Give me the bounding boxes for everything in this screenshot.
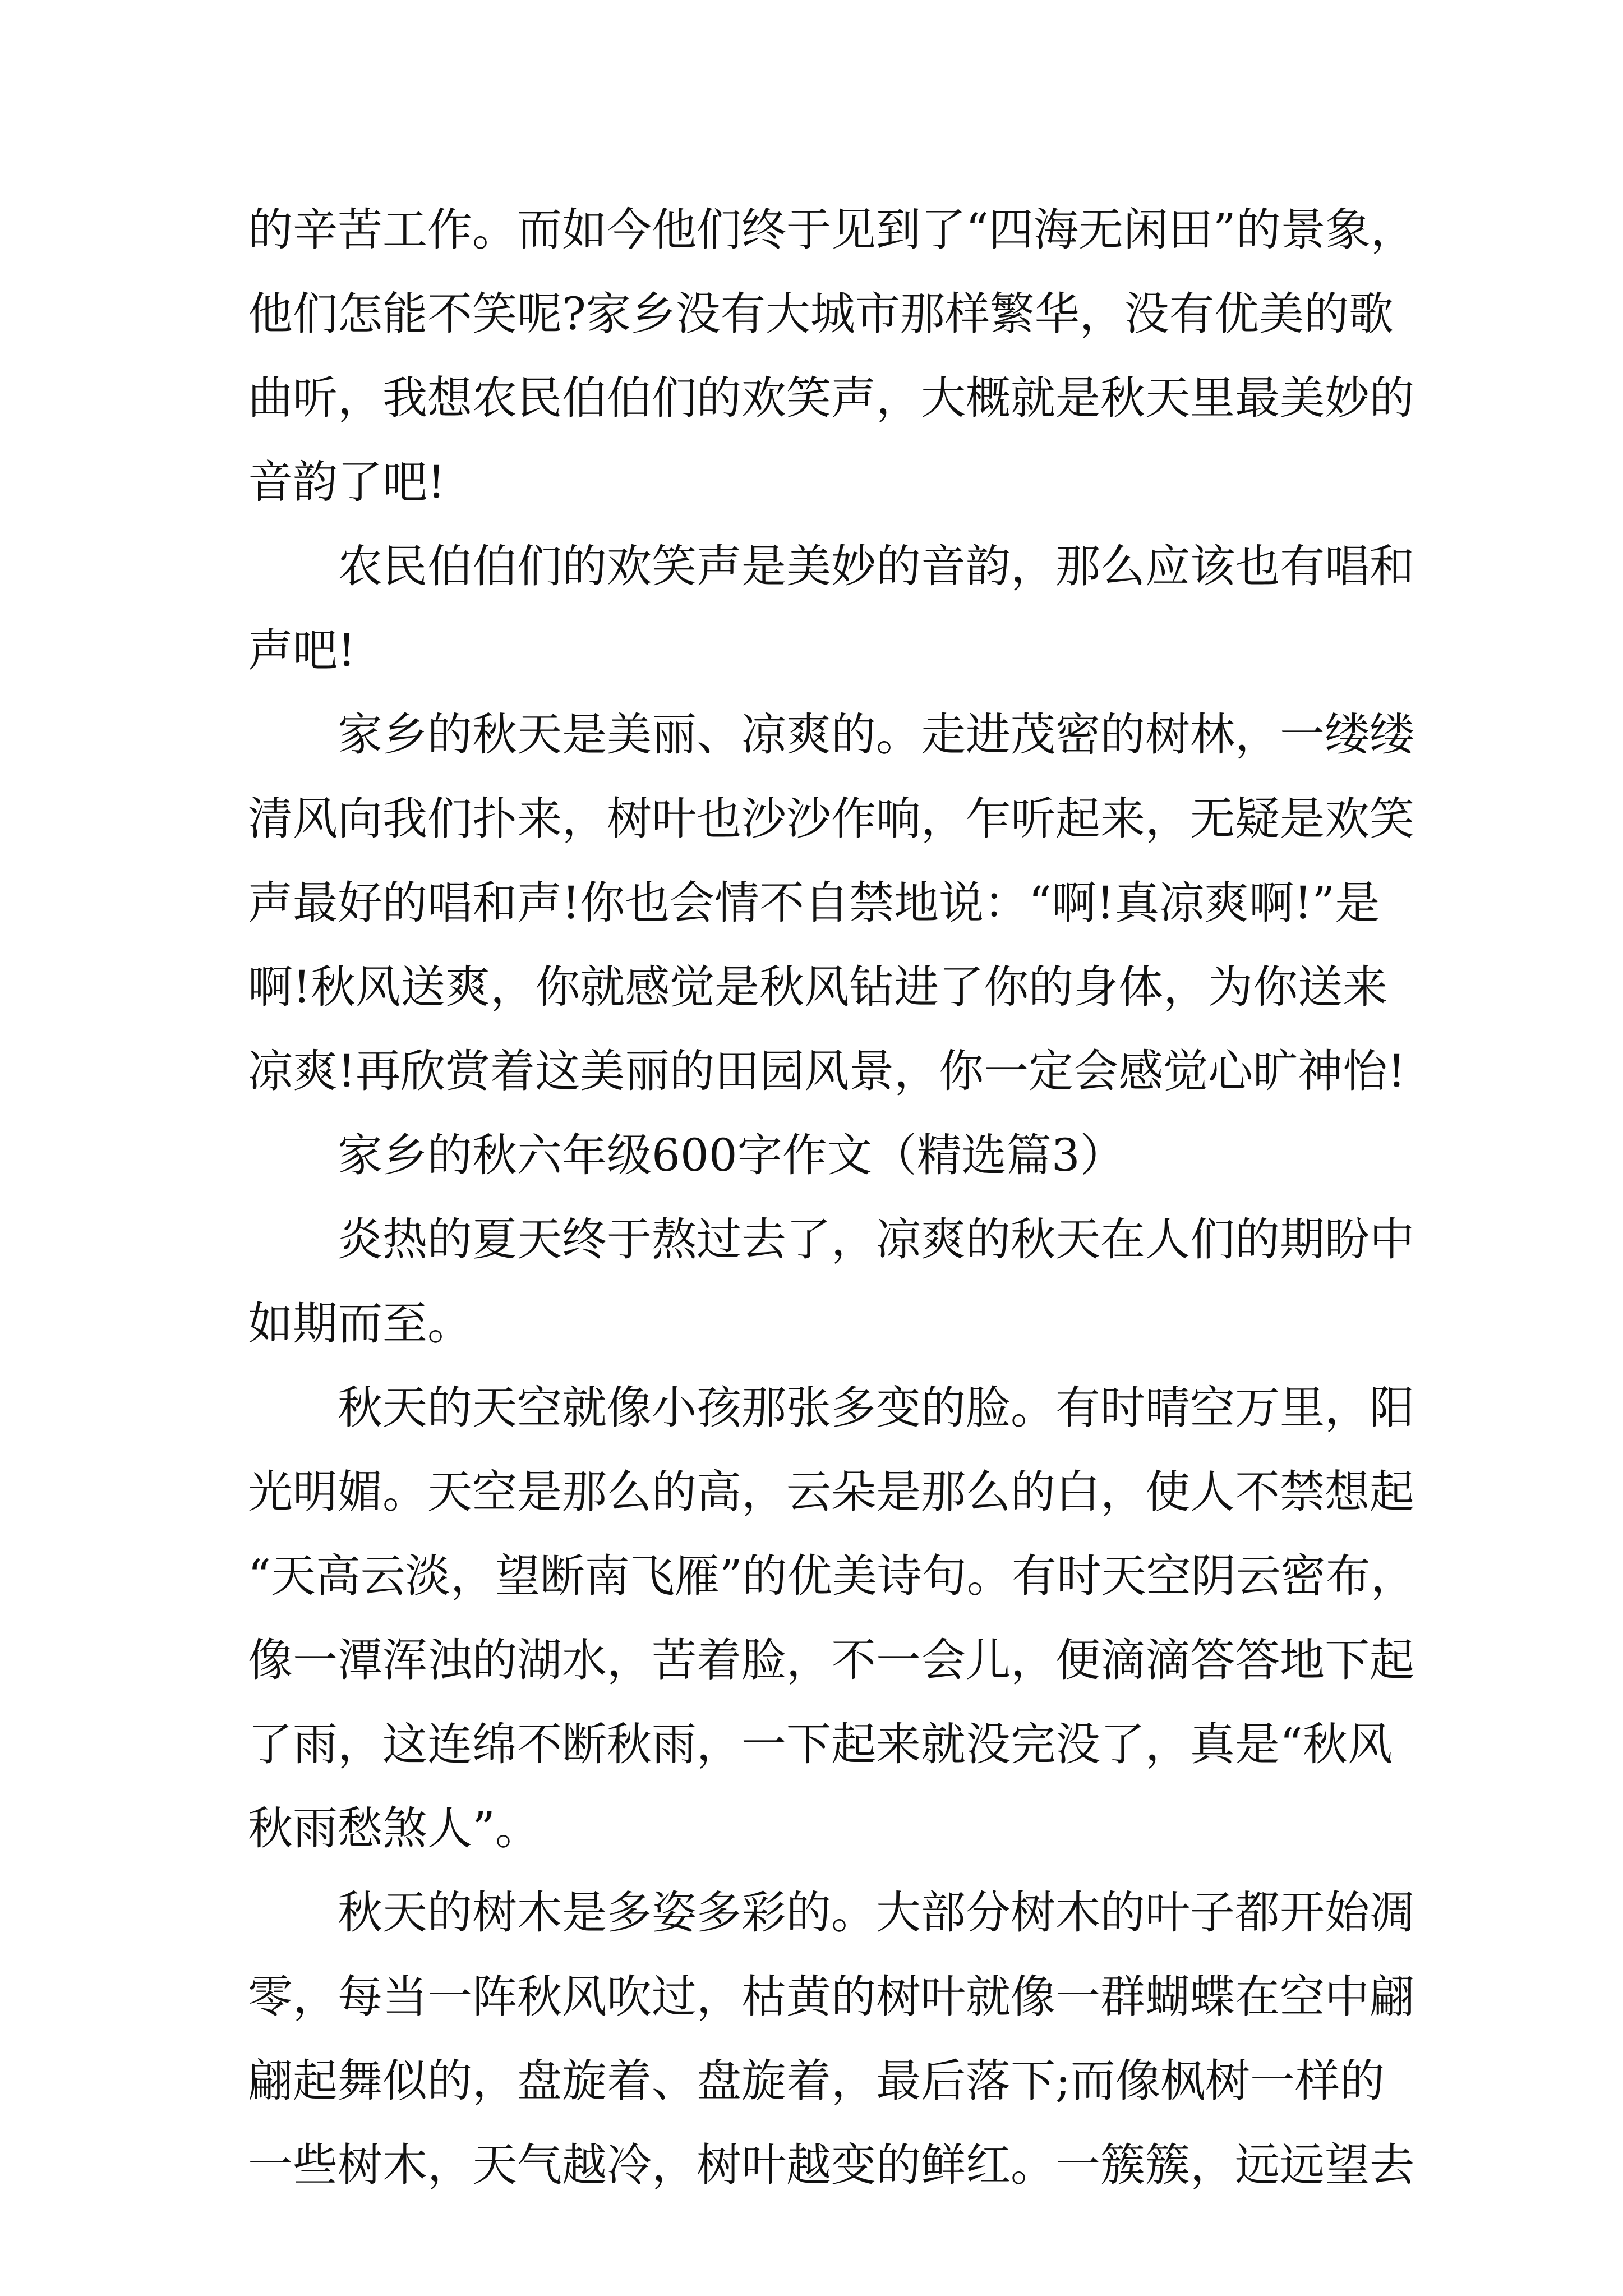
text-line: 翩起舞似的，盘旋着、盘旋着，最后落下;而像枫树一样的 — [248, 2055, 1385, 2107]
paragraph-start-line: 秋天的天空就像小孩那张多变的脸。有时晴空万里，阳 — [338, 1382, 1414, 1434]
paragraph-start-line: 农民伯伯们的欢笑声是美妙的音韵，那么应该也有唱和 — [338, 540, 1414, 592]
text-line: 零，每当一阵秋风吹过，枯黄的树叶就像一群蝴蝶在空中翩 — [248, 1971, 1414, 2023]
text-line: 清风向我们扑来，树叶也沙沙作响，乍听起来，无疑是欢笑 — [248, 793, 1414, 845]
text-line: 声最好的唱和声!你也会情不自禁地说：“啊!真凉爽啊!”是 — [248, 877, 1380, 929]
paragraph-start-line: 炎热的夏天终于熬过去了，凉爽的秋天在人们的期盼中 — [338, 1213, 1414, 1266]
text-line: 了雨，这连绵不断秋雨，一下起来就没完没了，真是“秋风 — [248, 1718, 1393, 1770]
text-line: 声吧! — [248, 624, 356, 677]
text-line: 如期而至。 — [248, 1297, 472, 1350]
text-line: 他们怎能不笑呢?家乡没有大城市那样繁华，没有优美的歌 — [248, 288, 1394, 340]
text-line: 音韵了吧! — [248, 456, 446, 508]
text-line: 秋雨愁煞人”。 — [248, 1802, 540, 1855]
text-line: 像一潭浑浊的湖水，苦着脸，不一会儿，便滴滴答答地下起 — [248, 1634, 1414, 1686]
paragraph-start-line: 秋天的树木是多姿多彩的。大部分树木的叶子都开始凋 — [338, 1887, 1414, 1939]
text-line: 凉爽!再欣赏着这美丽的田园风景，你一定会感觉心旷神怡! — [248, 1045, 1406, 1097]
text-line: 一些树木，天气越冷，树叶越变的鲜红。一簇簇，远远望去 — [248, 2139, 1414, 2191]
section-heading: 家乡的秋六年级600字作文（精选篇3） — [338, 1129, 1125, 1181]
text-line: 曲听，我想农民伯伯们的欢笑声，大概就是秋天里最美妙的 — [248, 372, 1414, 424]
text-line: 光明媚。天空是那么的高，云朵是那么的白，使人不禁想起 — [248, 1466, 1414, 1518]
text-line: 啊!秋风送爽，你就感觉是秋风钻进了你的身体，为你送来 — [248, 961, 1388, 1013]
text-line: 的辛苦工作。而如今他们终于见到了“四海无闲田”的景象， — [248, 204, 1415, 256]
essay-body — [248, 188, 1415, 2207]
paragraph-start-line: 家乡的秋天是美丽、凉爽的。走进茂密的树林，一缕缕 — [338, 708, 1414, 761]
text-line: “天高云淡，望断南飞雁”的优美诗句。有时天空阴云密布， — [248, 1550, 1415, 1602]
